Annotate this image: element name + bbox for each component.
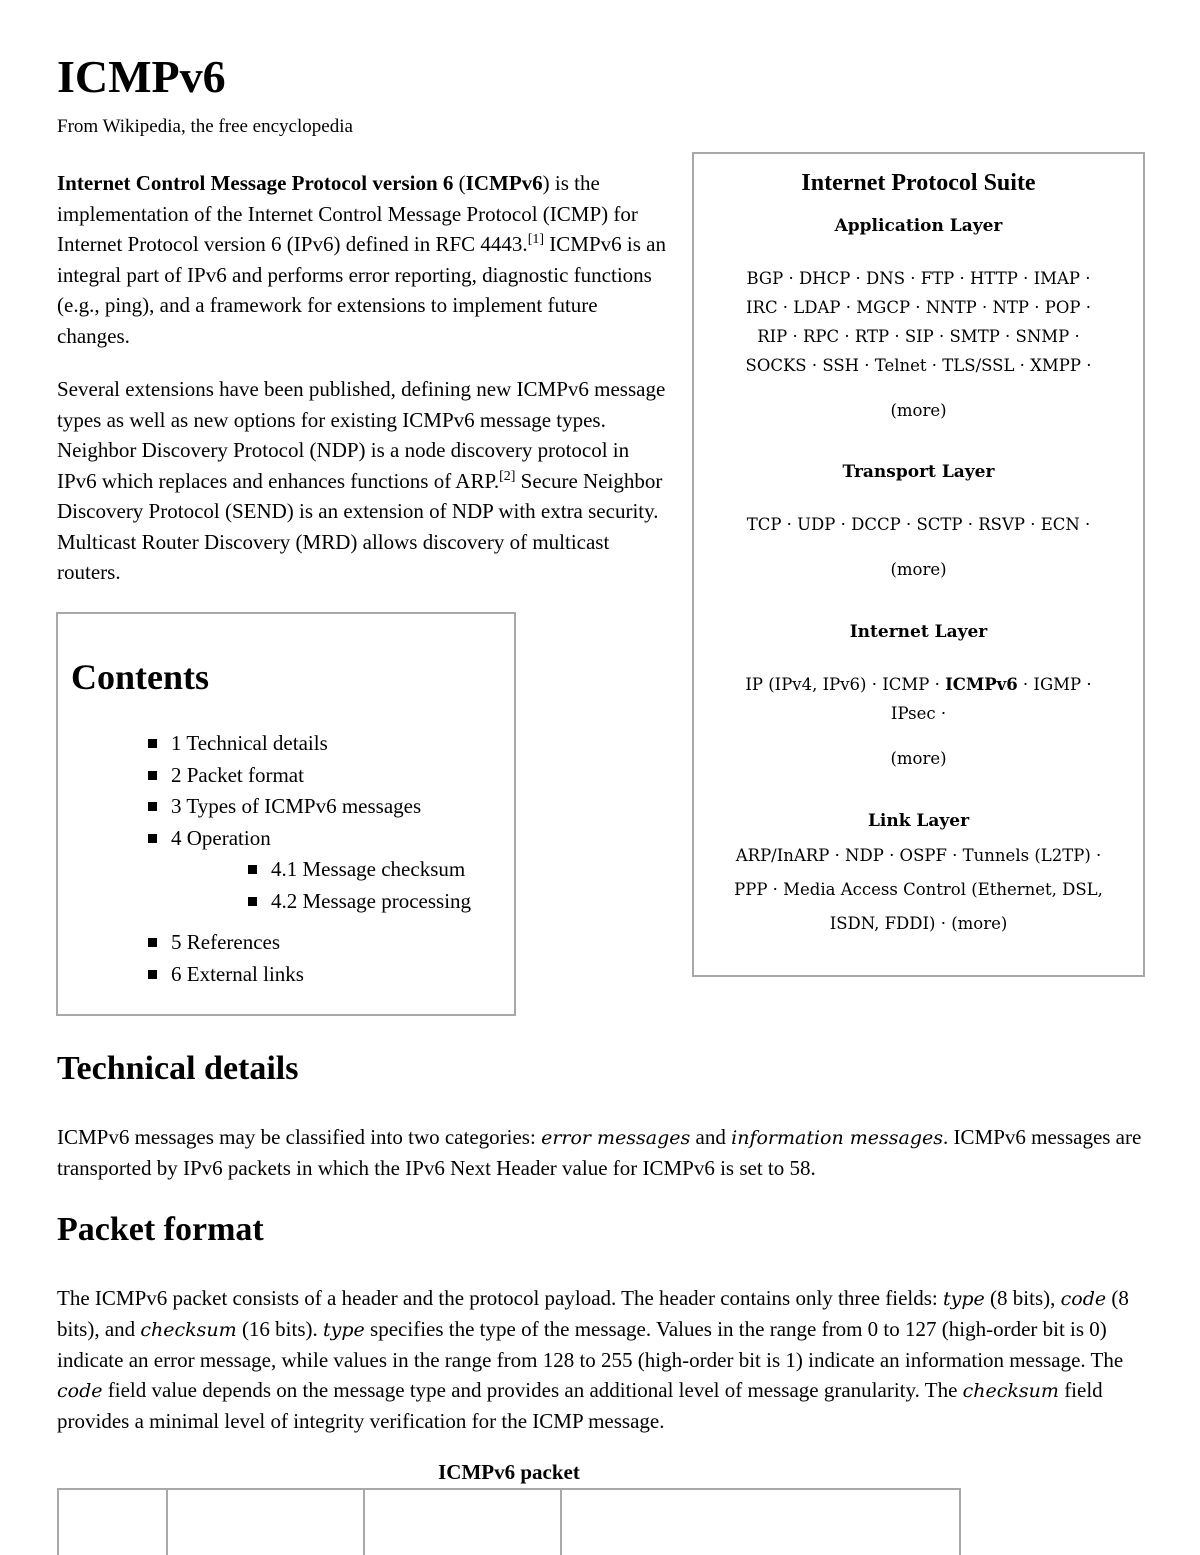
- link-layer-heading[interactable]: Link Layer: [867, 811, 970, 831]
- toc-item-message-processing[interactable]: 4.2 Message processing: [248, 886, 471, 918]
- tagline: From Wikipedia, the free encyclopedia: [57, 116, 353, 137]
- term-bold: Internet Control Message Protocol version 6: [57, 171, 454, 195]
- technical-details-paragraph: ICMPv6 messages may be classified into two categories: error messages and information messages. ICMPv6 messages are transported by IPv6 packets in which the IPv6 Next Header value for ICMPv6 is set to 58.: [57, 1125, 1142, 1180]
- packet-table: [57, 1488, 961, 1555]
- current-article-term: ICMPv6: [945, 675, 1018, 694]
- toc-title: Contents: [71, 657, 210, 697]
- ref-2[interactable]: [499, 469, 515, 484]
- section-heading-technical-details: Technical details: [57, 1050, 299, 1087]
- application-layer-heading[interactable]: Application Layer: [834, 216, 1003, 236]
- link-layer: [704, 811, 1133, 941]
- toc-item-packet-format[interactable]: 2 Packet format: [148, 760, 471, 792]
- packet-table-caption: ICMPv6 packet: [438, 1460, 580, 1484]
- transport-layer-protocols[interactable]: TCP · UDP · DCCP · SCTP · RSVP · ECN ·: [746, 515, 1091, 534]
- toc-item-technical-details[interactable]: 1 Technical details: [148, 728, 471, 760]
- table-column-border: [166, 1490, 168, 1555]
- toc-item-external-links[interactable]: 6 External links: [148, 959, 471, 991]
- toc-item-operation[interactable]: 4 Operation 4.1 Message checksum 4.2 Message processing: [148, 823, 471, 918]
- toc-item-message-checksum[interactable]: 4.1 Message checksum: [248, 854, 471, 886]
- application-layer: [704, 216, 1133, 420]
- toc-list: [148, 728, 471, 990]
- internet-layer-protocols[interactable]: IP (IPv4, IPv6) · ICMP · ICMPv6 · IGMP · IPsec ·: [745, 675, 1092, 723]
- ref-1-link[interactable]: [1]: [527, 232, 545, 247]
- table-of-contents: [56, 612, 516, 1016]
- toc-item-references[interactable]: 5 References: [148, 927, 471, 959]
- section-heading-packet-format: Packet format: [57, 1211, 264, 1248]
- infobox: [692, 152, 1145, 977]
- transport-layer-heading[interactable]: Transport Layer: [842, 462, 995, 482]
- intro-paragraph-2: Several extensions have been published, defining new ICMPv6 message types as well as new options for existing ICMPv6 message types. Neighbor Discovery Protocol (NDP) is a node discovery protocol in IPv6 which replaces and enhances functions of ARP.[2] Secure Neighbor Discovery Protocol (SEND) is an extension of NDP with extra security. Multicast Router Discovery (MRD) allows discovery of multicast routers.: [57, 377, 666, 584]
- packet-format-paragraph: The ICMPv6 packet consists of a header and the protocol payload. The header contains only three fields: type (8 bits), code (8 bits), and checksum (16 bits). type specifies the type of the message. Values in the range from 0 to 127 (high-order bit is 0) indicate an error message, while values in the range from 128 to 255 (high-order bit is 1) indicate an information message. The code field value depends on the message type and provides an additional level of message granularity. The checksum field provides a minimal level of integrity verification for the ICMP message.: [57, 1286, 1129, 1433]
- intro-paragraph-1: Internet Control Message Protocol version 6 (ICMPv6) is the implementation of the Internet Control Message Protocol (ICMP) for Internet Protocol version 6 (IPv6) defined in RFC 4443.[1] ICMPv6 is an integral part of IPv6 and performs error reporting, diagnostic functions (e.g., ping), and a framework for extensions to implement future changes.: [57, 171, 666, 348]
- ref-2-link[interactable]: [2]: [499, 468, 516, 484]
- table-column-border: [560, 1490, 562, 1555]
- table-column-border: [57, 1490, 59, 1555]
- toc-item-types[interactable]: 3 Types of ICMPv6 messages: [148, 791, 471, 823]
- application-more-link[interactable]: (more): [890, 401, 947, 420]
- infobox-title: Internet Protocol Suite: [801, 170, 1036, 196]
- table-column-border: [363, 1490, 365, 1555]
- transport-layer: [704, 462, 1133, 579]
- page-title: ICMPv6: [57, 51, 226, 102]
- table-column-border: [959, 1490, 961, 1555]
- toc-sublist: [248, 854, 471, 917]
- application-layer-protocols[interactable]: BGP · DHCP · DNS · FTP · HTTP · IMAP · IRC · LDAP · MGCP · NNTP · NTP · POP · RIP · RPC · RTP · SIP · SMTP · SNMP · SOCKS · SSH · Telnet · TLS/SSL · XMPP ·: [745, 269, 1092, 375]
- internet-layer: [704, 622, 1133, 768]
- internet-more-link[interactable]: (more): [890, 749, 947, 768]
- internet-layer-heading[interactable]: Internet Layer: [849, 622, 988, 642]
- link-layer-protocols[interactable]: ARP/InARP · NDP · OSPF · Tunnels (L2TP) · PPP · Media Access Control (Ethernet, DSL, ISDN, FDDI) · (more): [734, 846, 1103, 933]
- transport-more-link[interactable]: (more): [890, 560, 947, 579]
- intro: [57, 168, 669, 611]
- ref-1[interactable]: [528, 232, 544, 247]
